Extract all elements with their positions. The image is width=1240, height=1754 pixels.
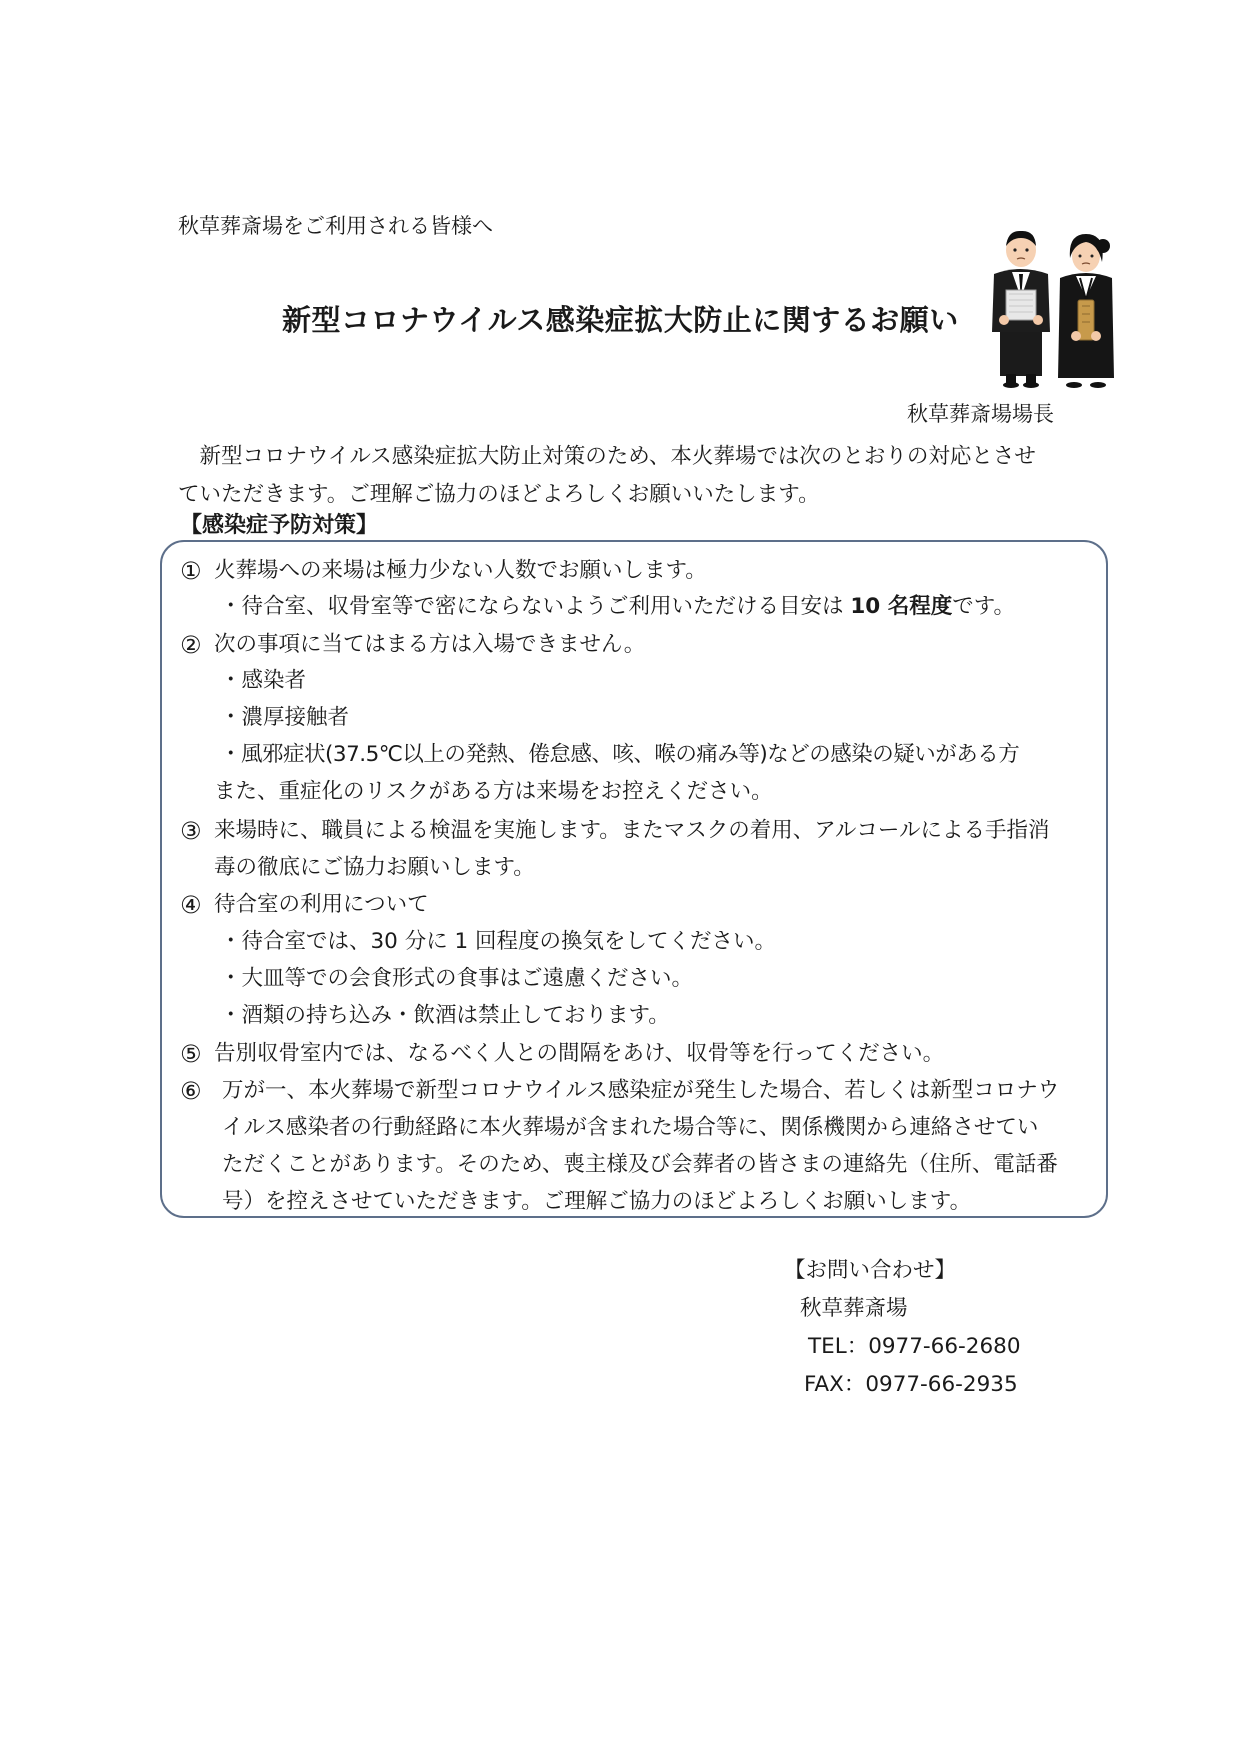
addressee: 秋草葬斎場をご利用される皆様へ [178,214,493,238]
item-subtext: ・大皿等での会食形式の食事はご遠慮ください。 [220,966,694,991]
intro-text: 新型コロナウイルス感染症拡大防止対策のため、本火葬場では次のとおりの対応とさせ [199,444,1036,469]
item-text: 告別収骨室内では、なるべく人との間隔をあけ、収骨等を行ってください。 [214,1041,945,1066]
item-continuation: また、重症化のリスクがある方は来場をお控えください。 [214,779,773,804]
intro-paragraph [178,438,1058,514]
mourners-illustration [990,228,1116,388]
measures-box [160,540,1108,1218]
item-number: ③ [180,817,202,845]
man-figure [992,231,1050,388]
item-continuation: ただくことがあります。そのため、喪主様及び会葬者の皆さまの連絡先（住所、電話番 [222,1152,1058,1177]
item-continuation: 号）を控えさせていただきます。ご理解ご協力のほどよろしくお願いします。 [222,1189,972,1214]
item-number: ⑤ [180,1040,202,1068]
item-subtext: ・濃厚接触者 [220,705,350,730]
contact-tel: TEL：0977-66-2680 [808,1334,1021,1359]
item-continuation: 毒の徹底にご協力お願いします。 [214,855,535,880]
item-number: ② [180,631,202,659]
item-subtext: ・待合室では、30 分に 1 回程度の換気をしてください。 [220,929,777,954]
item-text: 待合室の利用について [214,892,429,917]
contact-heading: 【お問い合わせ】 [784,1258,957,1283]
item-continuation: イルス感染者の行動経路に本火葬場が含まれた場合等に、関係機関から連絡させてい [222,1115,1039,1140]
item-number: ① [180,557,202,585]
page-title: 新型コロナウイルス感染症拡大防止に関するお願い [282,303,959,337]
woman-figure [1058,234,1114,388]
item-subtext-pre: ・待合室、収骨室等で密にならないようご利用いただける目安は [220,594,851,619]
item-subtext: ・感染者 [220,668,307,693]
item-subtext-post: です。 [952,594,1016,619]
item-number: ④ [180,891,202,919]
item-subtext: ・酒類の持ち込み・飲酒は禁止しております。 [220,1003,670,1028]
author: 秋草葬斎場場長 [907,402,1054,426]
item-text: 来場時に、職員による検温を実施します。またマスクの着用、アルコールによる手指消 [214,818,1050,843]
intro-line: ていただきます。ご理解ご協力のほどよろしくお願いいたします。 [178,482,820,507]
contact-name: 秋草葬斎場 [800,1296,908,1321]
section-heading: 【感染症予防対策】 [180,513,379,538]
item-text: 次の事項に当てはまる方は入場できません。 [214,632,646,657]
item-subtext: ・風邪症状(37.5℃以上の発熱、倦怠感、咳、喉の痛み等)などの感染の疑いがある方 [220,742,1020,767]
item-text: 火葬場への来場は極力少ない人数でお願いします。 [214,558,707,583]
item-subtext-bold: 10 名程度 [850,594,953,619]
intro-line [178,438,1058,476]
contact-fax: FAX：0977-66-2935 [804,1372,1018,1397]
item-number: ⑥ [180,1077,202,1105]
item-subtext [220,590,1015,624]
item-text: 万が一、本火葬場で新型コロナウイルス感染症が発生した場合、若しくは新型コロナウ [222,1078,1060,1103]
